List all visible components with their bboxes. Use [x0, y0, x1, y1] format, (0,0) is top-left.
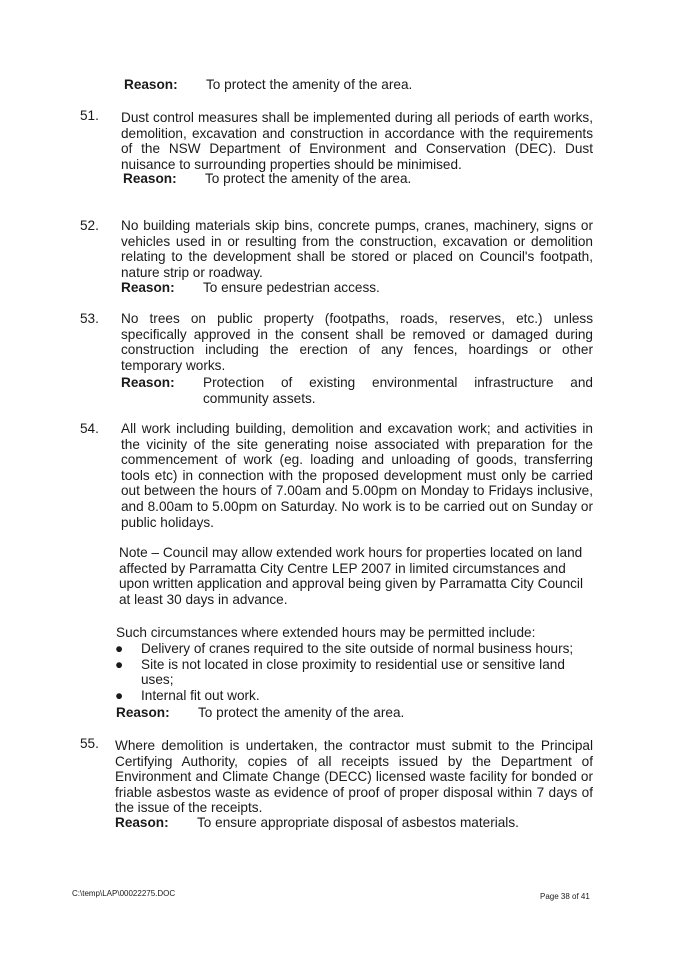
- bullet-icon: ●: [115, 656, 124, 672]
- reason-line-top: [124, 77, 412, 93]
- reason-text: To ensure pedestrian access.: [203, 280, 380, 295]
- reason-label: Reason:: [116, 705, 170, 720]
- bullet-icon: ●: [115, 687, 124, 703]
- reason-text: Protection of existing environmental infrastructure and community assets.: [203, 375, 593, 406]
- reason-label: Reason:: [123, 171, 177, 186]
- condition-number-54: 54.: [80, 421, 99, 436]
- footer-file-path: C:\temp\LAP\00022275.DOC: [72, 889, 176, 898]
- circumstances-intro: Such circumstances where extended hours may be permitted include:: [116, 625, 536, 640]
- condition-text-53: No trees on public property (footpaths, roads, reserves, etc.) unless specifically approved in the consent shall be removed or damaged during construction including the erection of any fences, hoardings or other temporary works.: [121, 311, 593, 373]
- list-item: [113, 688, 593, 704]
- reason-label: Reason:: [124, 77, 178, 92]
- footer-page-number: Page 38 of 41: [540, 892, 590, 901]
- reason-text: To protect the amenity of the area.: [205, 171, 412, 186]
- reason-text: To protect the amenity of the area.: [206, 77, 413, 92]
- reason-line-55: [115, 815, 519, 831]
- condition-text-51: Dust control measures shall be implemented during all periods of earth works, demolition, excavation and construction in accordance with the requirements of the NSW Department of Environment and Conservation (DEC). Dust nuisance to surrounding properties should be minimised.: [121, 110, 593, 172]
- reason-line-52: [121, 280, 380, 296]
- reason-label: Reason:: [115, 815, 169, 830]
- condition-text-52: No building materials skip bins, concrete pumps, cranes, machinery, signs or vehicles used in or resulting from the construction, excavation or demolition relating to the development shall be stored or placed on Council's footpath, nature strip or roadway.: [121, 218, 593, 280]
- condition-text-55: Where demolition is undertaken, the contractor must submit to the Principal Certifying Authority, copies of all receipts issued by the Department of Environment and Climate Change (DECC) licensed waste facility for bonded or friable asbestos waste as evidence of proof of proper disposal within 7 days of the issue of the receipts.: [115, 738, 593, 816]
- list-item: [113, 657, 593, 688]
- reason-label: Reason:: [121, 375, 175, 390]
- condition-text-54: All work including building, demolition and excavation work; and activities in the vicinity of the site generating noise associated with preparation for the commencement of work (eg. loading and unloading of goods, transferring tools etc) in connection with the proposed development must only be carried out between the hours of 7.00am and 5.00pm on Monday to Fridays inclusive, and 8.00am to 5.00pm on Saturday. No work is to be carried out on Sunday or public holidays.: [121, 421, 593, 530]
- reason-line-53: [121, 375, 593, 407]
- condition-number-55: 55.: [80, 736, 99, 751]
- reason-line-54: [116, 705, 404, 721]
- list-item-text: Site is not located in close proximity to residential use or sensitive land uses;: [141, 656, 565, 688]
- list-item: [113, 641, 593, 657]
- condition-number-52: 52.: [80, 218, 99, 233]
- reason-label: Reason:: [121, 280, 175, 295]
- bullet-icon: ●: [115, 641, 124, 656]
- reason-text: To protect the amenity of the area.: [198, 705, 405, 720]
- reason-text: To ensure appropriate disposal of asbestos materials.: [197, 815, 519, 830]
- reason-line-51: [123, 171, 411, 187]
- list-item-text: Delivery of cranes required to the site outside of normal business hours;: [141, 641, 574, 656]
- condition-note-54: Note – Council may allow extended work hours for properties located on land affected by Parramatta City Centre LEP 2007 in limited circumstances and upon written application and approval being given by Parramatta City Council at least 30 days in advance.: [119, 545, 583, 607]
- circumstances-list: [113, 641, 593, 703]
- condition-number-51: 51.: [80, 108, 99, 123]
- list-item-text: Internal fit out work.: [141, 687, 260, 703]
- condition-number-53: 53.: [80, 311, 99, 326]
